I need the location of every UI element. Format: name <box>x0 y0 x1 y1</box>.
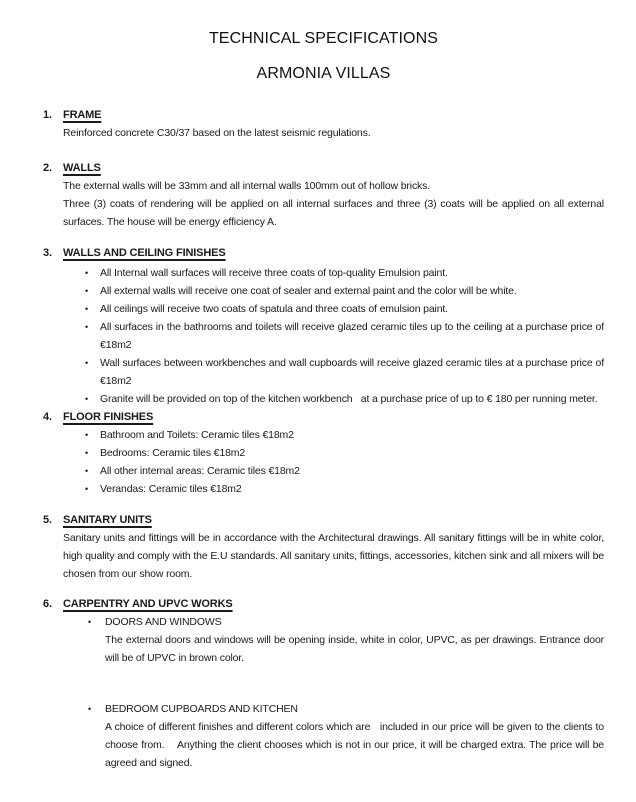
section-frame <box>43 106 604 142</box>
bullet-icon: • <box>88 617 92 627</box>
sub-bullet-heading: BEDROOM CUPBOARDS AND KITCHEN <box>105 703 298 715</box>
bullet-text: Bathroom and Toilets: Ceramic tiles €18m2 <box>100 429 294 441</box>
bullet-icon: • <box>85 268 89 278</box>
bullet-icon: • <box>85 322 89 332</box>
bullet-item <box>43 318 607 354</box>
bullet-item <box>43 462 604 480</box>
paragraph: The external walls will be 33mm and all internal walls 100mm out of hollow bricks. <box>63 180 431 192</box>
bullet-icon: • <box>85 358 89 368</box>
bullet-item <box>43 390 604 408</box>
bullet-icon: • <box>88 704 92 714</box>
bullet-text: All external walls will receive one coat of sealer and external paint and the color will be white. <box>100 285 517 297</box>
bullet-text: Verandas: Ceramic tiles €18m2 <box>100 483 242 495</box>
bullet-list <box>43 264 607 408</box>
bullet-item <box>43 282 604 300</box>
section-heading: CARPENTRY AND UPVC WORKS <box>63 598 233 610</box>
bullet-text: Bedrooms: Ceramic tiles €18m2 <box>100 447 246 459</box>
section-header <box>43 595 604 613</box>
section-heading: WALLS <box>63 162 101 174</box>
bullet-item <box>43 444 604 462</box>
section-number: 6. <box>43 598 52 610</box>
bullet-icon: • <box>85 304 89 314</box>
section-sanitary-units <box>43 511 607 583</box>
bullet-text: Wall surfaces between workbenches and wall cupboards will receive glazed ceramic tiles at a purchase price of €18m2 <box>100 357 607 387</box>
subsection-bedroom-cupboards-kitchen <box>43 700 607 772</box>
document-subtitle: ARMONIA VILLAS <box>256 65 391 82</box>
section-number: 4. <box>43 411 52 423</box>
bullet-item <box>43 426 604 444</box>
section-walls-ceiling-finishes <box>43 244 607 408</box>
bullet-text: All Internal wall surfaces will receive three coats of top-quality Emulsion paint. <box>100 267 448 279</box>
section-walls <box>43 159 607 231</box>
subsection-doors-windows <box>43 613 607 667</box>
bullet-icon: • <box>85 466 89 476</box>
section-floor-finishes <box>43 408 604 498</box>
bullet-icon: • <box>85 394 89 404</box>
section-header <box>43 159 604 177</box>
paragraph: Reinforced concrete C30/37 based on the latest seismic regulations. <box>63 127 371 139</box>
section-number: 2. <box>43 162 52 174</box>
bullet-item <box>43 300 604 318</box>
bullet-icon: • <box>85 484 89 494</box>
section-header <box>43 244 604 262</box>
section-heading: WALLS AND CEILING FINISHES <box>63 247 226 259</box>
section-number: 5. <box>43 514 52 526</box>
section-header <box>43 106 604 124</box>
bullet-text: All other internal areas: Ceramic tiles €18m2 <box>100 465 300 477</box>
bullet-list <box>43 426 604 498</box>
sub-paragraph: A choice of different finishes and different colors which are included in our price will be given to the clients to choose from. Anything the client chooses which is not in our price, it will be charged extra. The price will be agreed and signed. <box>105 721 607 769</box>
section-number: 1. <box>43 109 52 121</box>
bullet-item <box>43 354 607 390</box>
bullet-item <box>43 700 604 718</box>
section-heading: SANITARY UNITS <box>63 514 152 526</box>
sub-paragraph: The external doors and windows will be opening inside, white in color, UPVC, as per drawings. Entrance door will be of UPVC in brown color. <box>105 634 607 664</box>
section-header <box>43 511 604 529</box>
sub-bullet-heading: DOORS AND WINDOWS <box>105 616 222 628</box>
section-number: 3. <box>43 247 52 259</box>
paragraph: Sanitary units and fittings will be in accordance with the Architectural drawings. All sanitary fittings will be in white color, high quality and comply with the E.U standards. All sanitary units, fittings, accessories, kitchen sink and all mixers will be chosen from our show room. <box>63 532 607 580</box>
section-header <box>43 408 604 426</box>
bullet-text: All surfaces in the bathrooms and toilets will receive glazed ceramic tiles up to the ceiling at a purchase price of €18m2 <box>100 321 607 351</box>
section-heading: FRAME <box>63 109 102 121</box>
paragraph: Three (3) coats of rendering will be applied on all internal surfaces and three (3) coats will be applied on all external surfaces. The house will be energy efficiency A. <box>63 198 607 228</box>
bullet-text: Granite will be provided on top of the kitchen workbench at a purchase price of up to € 180 per running meter. <box>100 393 598 405</box>
bullet-item <box>43 480 604 498</box>
bullet-icon: • <box>85 286 89 296</box>
bullet-item <box>43 264 604 282</box>
document-title: TECHNICAL SPECIFICATIONS <box>208 30 439 47</box>
bullet-text: All ceilings will receive two coats of spatula and three coats of emulsion paint. <box>100 303 448 315</box>
bullet-item <box>43 613 604 631</box>
section-heading: FLOOR FINISHES <box>63 411 154 423</box>
bullet-icon: • <box>85 430 89 440</box>
bullet-icon: • <box>85 448 89 458</box>
section-carpentry-upvc <box>43 595 607 772</box>
